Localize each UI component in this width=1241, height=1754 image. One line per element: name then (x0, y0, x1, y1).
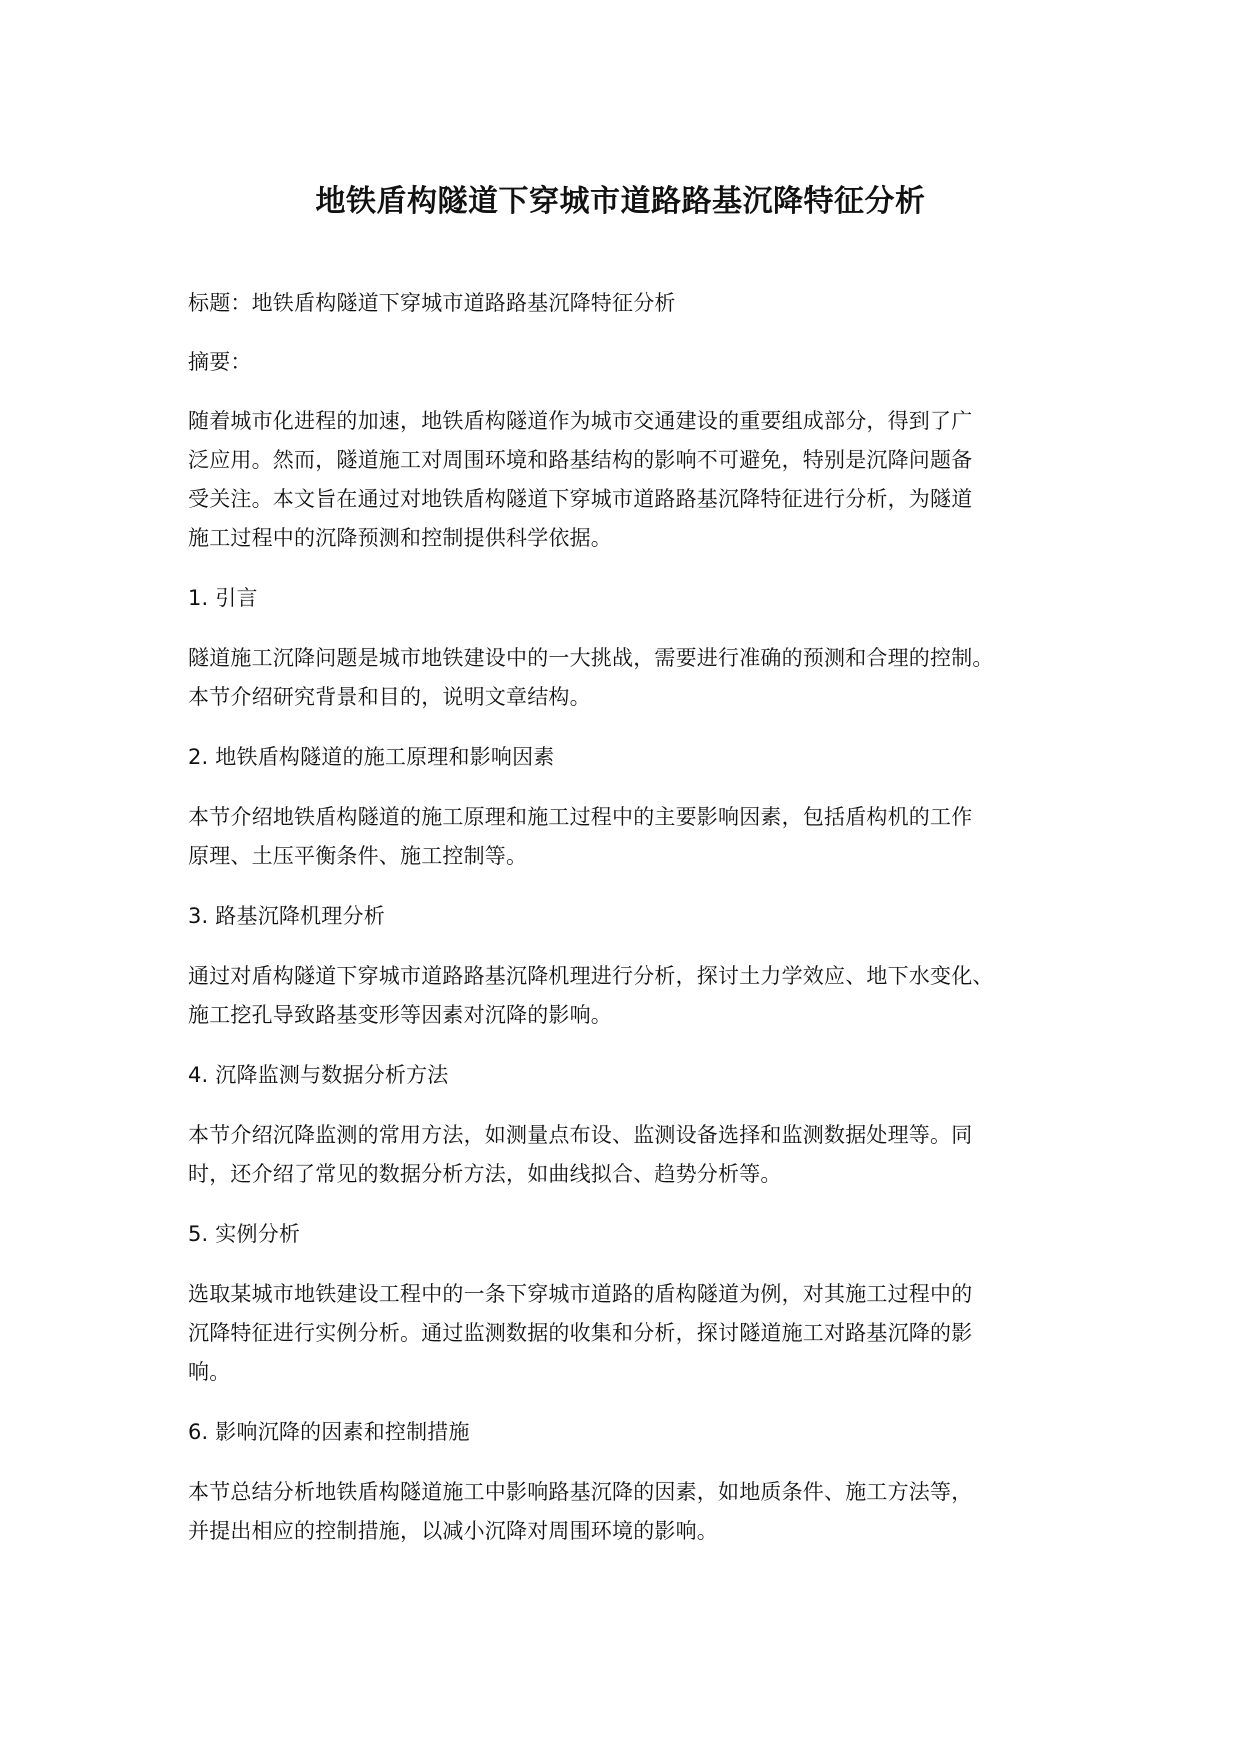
section-paragraph (188, 1473, 1070, 1551)
section-heading: 4. 沉降监测与数据分析方法 (188, 1063, 449, 1087)
section-heading: 6. 影响沉降的因素和控制措施 (188, 1420, 470, 1444)
title-line: 标题：地铁盾构隧道下穿城市道路路基沉降特征分析 (188, 291, 676, 315)
section-paragraph (188, 1116, 1070, 1194)
section-line: 沉降特征进行实例分析。通过监测数据的收集和分析，探讨隧道施工对路基沉降的影 (188, 1321, 973, 1345)
section-line: 隧道施工沉降问题是城市地铁建设中的一大挑战，需要进行准确的预测和合理的控制。 (188, 646, 994, 670)
abstract-line: 施工过程中的沉降预测和控制提供科学依据。 (188, 526, 612, 550)
abstract-line: 泛应用。然而，隧道施工对周围环境和路基结构的影响不可避免，特别是沉降问题备 (188, 448, 973, 472)
section-paragraph (188, 639, 1070, 717)
section-heading: 5. 实例分析 (188, 1222, 301, 1246)
section-line: 选取某城市地铁建设工程中的一条下穿城市道路的盾构隧道为例，对其施工过程中的 (188, 1282, 973, 1306)
section-heading: 1. 引言 (188, 586, 258, 610)
document-title: 地铁盾构隧道下穿城市道路路基沉降特征分析 (315, 184, 926, 219)
abstract-line: 随着城市化进程的加速，地铁盾构隧道作为城市交通建设的重要组成部分，得到了广 (188, 409, 973, 433)
section-heading: 3. 路基沉降机理分析 (188, 904, 385, 928)
section-paragraph (188, 798, 1070, 876)
section-line: 本节介绍地铁盾构隧道的施工原理和施工过程中的主要影响因素，包括盾构机的工作 (188, 805, 973, 829)
section-line: 通过对盾构隧道下穿城市道路路基沉降机理进行分析，探讨土力学效应、地下水变化、 (188, 964, 994, 988)
section-line: 本节介绍沉降监测的常用方法，如测量点布设、监测设备选择和监测数据处理等。同 (188, 1123, 973, 1147)
abstract-line: 受关注。本文旨在通过对地铁盾构隧道下穿城市道路路基沉降特征进行分析，为隧道 (188, 487, 973, 511)
section-paragraph (188, 1275, 1070, 1392)
section-heading: 2. 地铁盾构隧道的施工原理和影响因素 (188, 745, 555, 769)
section-line: 时，还介绍了常见的数据分析方法，如曲线拟合、趋势分析等。 (188, 1162, 782, 1186)
document-body (188, 284, 1070, 1551)
section-line: 施工挖孔导致路基变形等因素对沉降的影响。 (188, 1003, 612, 1027)
section-line: 原理、土压平衡条件、施工控制等。 (188, 844, 528, 868)
section-paragraph (188, 957, 1070, 1035)
section-line: 本节介绍研究背景和目的，说明文章结构。 (188, 685, 591, 709)
abstract-paragraph (188, 402, 1070, 558)
section-line: 本节总结分析地铁盾构隧道施工中影响路基沉降的因素，如地质条件、施工方法等， (188, 1480, 973, 1504)
abstract-label: 摘要： (188, 350, 252, 374)
section-line: 并提出相应的控制措施，以减小沉降对周围环境的影响。 (188, 1519, 718, 1543)
section-line: 响。 (188, 1360, 231, 1384)
